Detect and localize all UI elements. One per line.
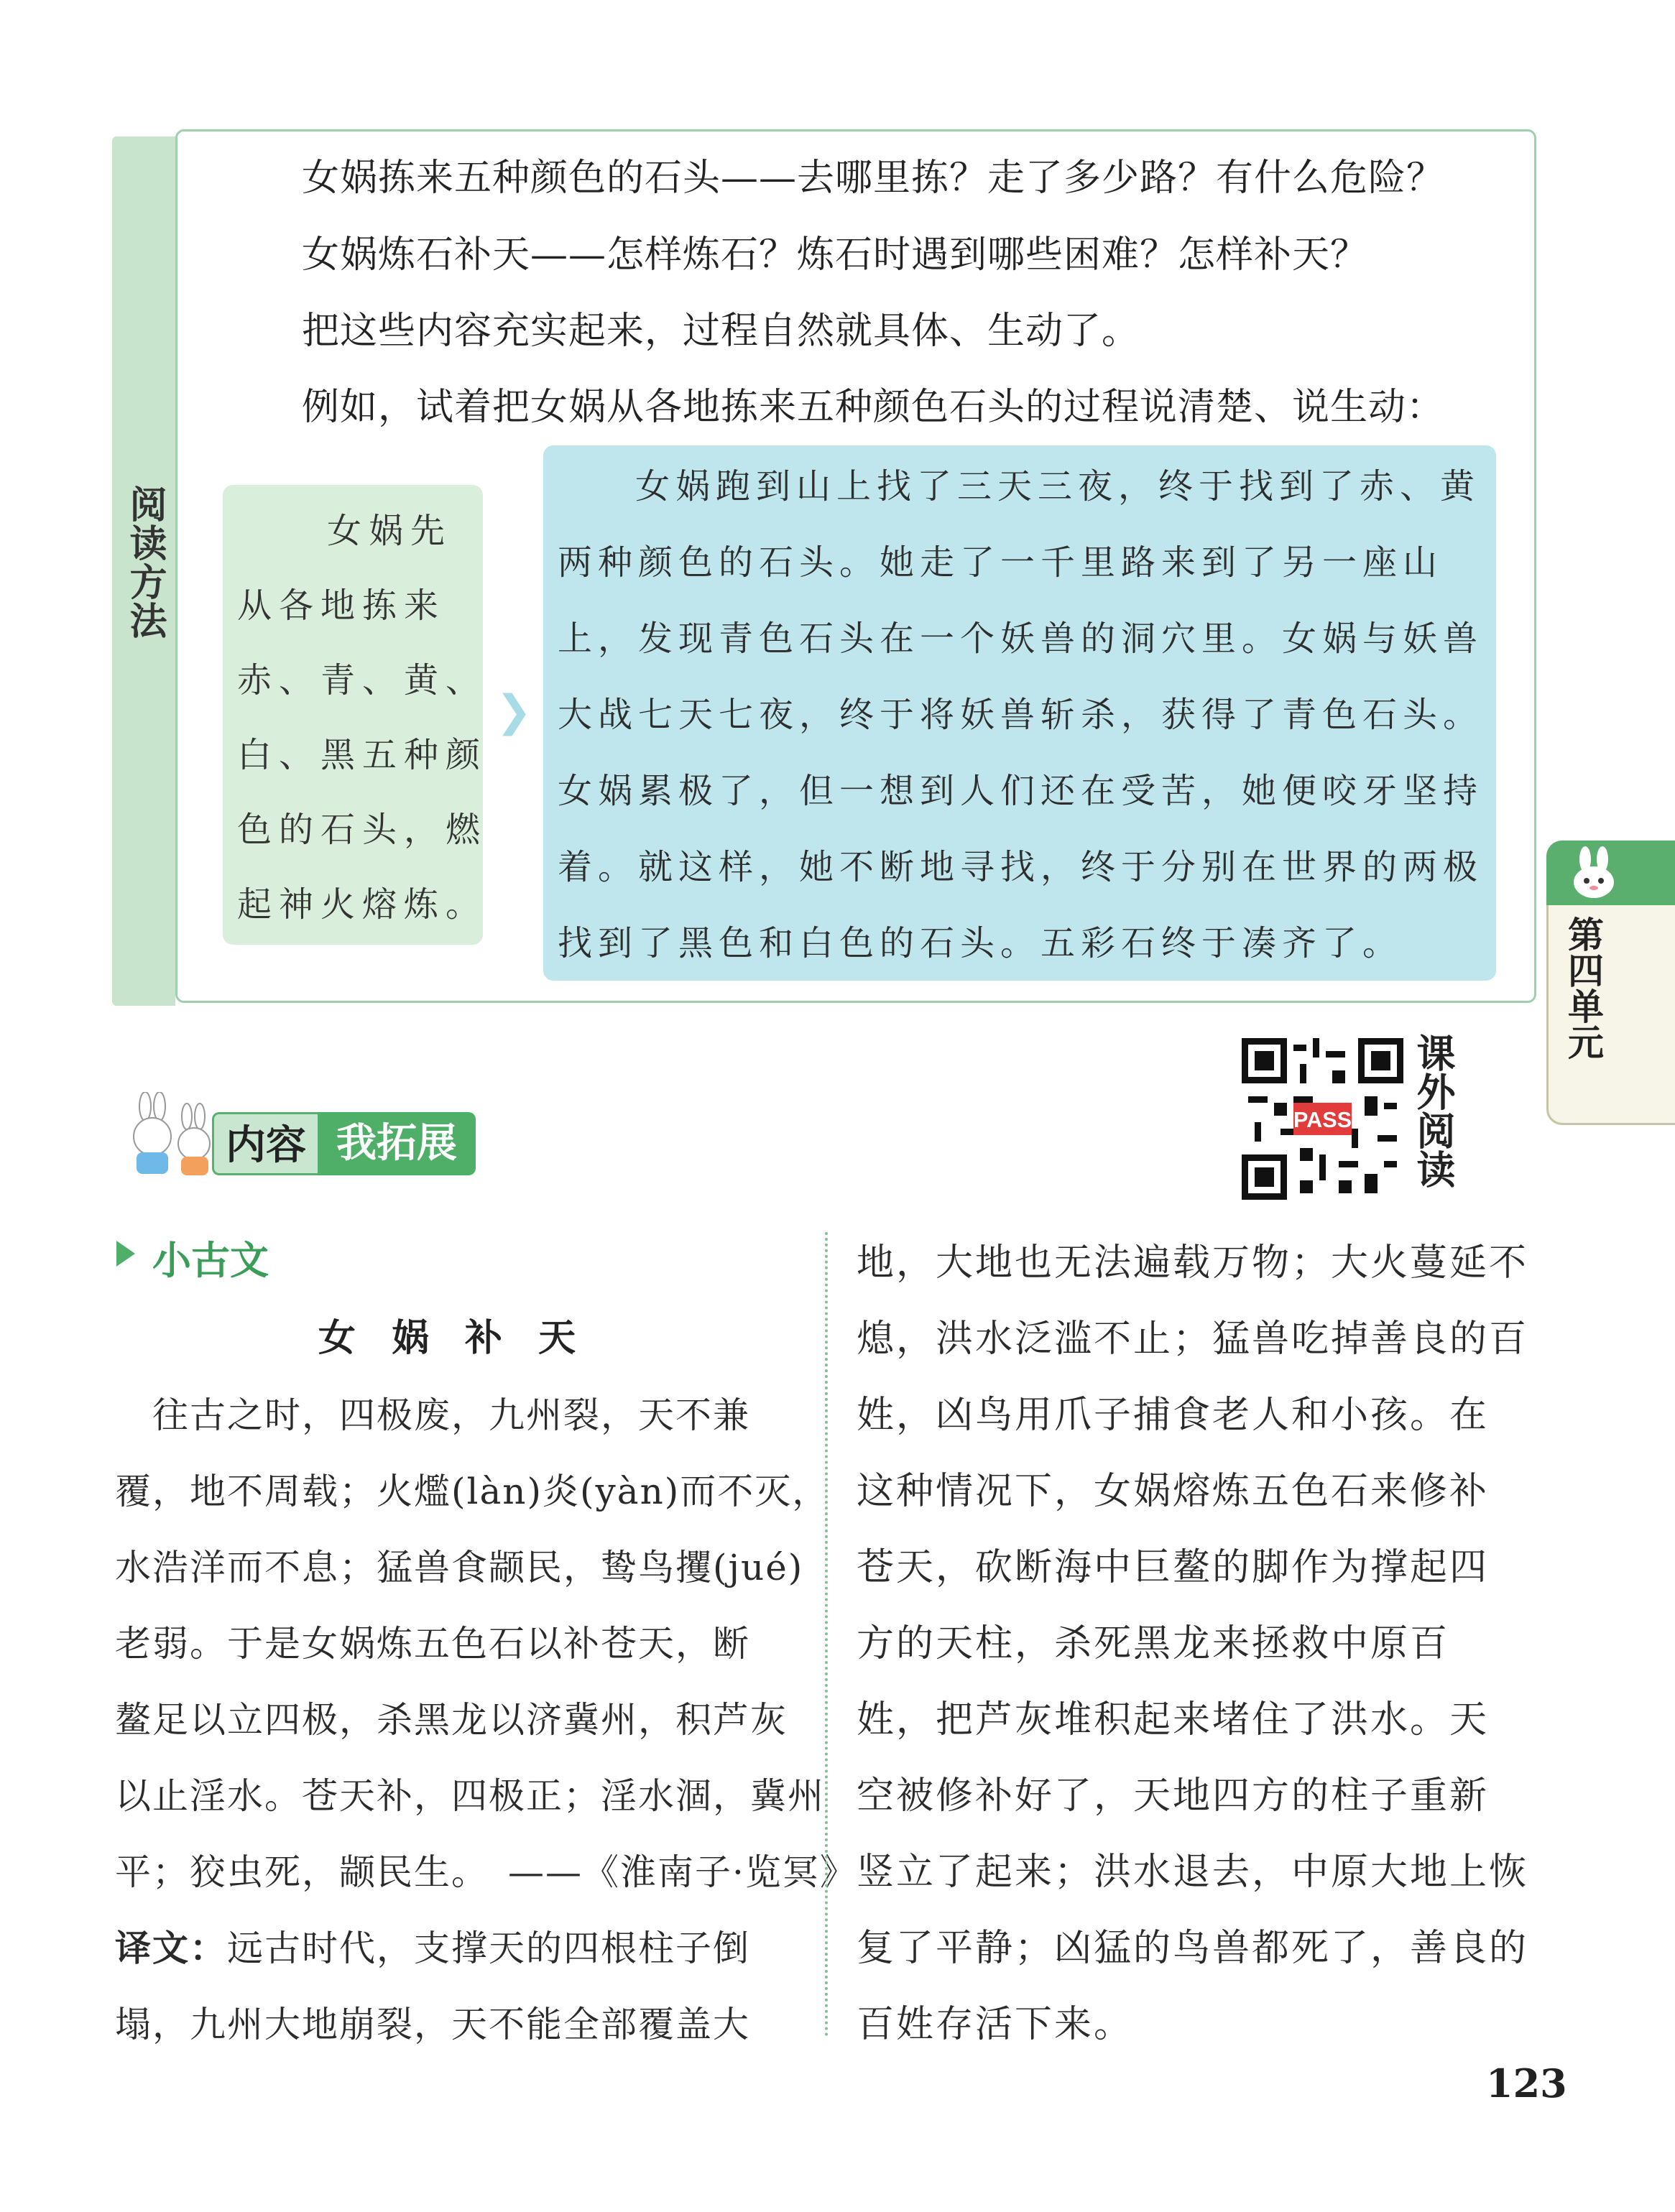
method-line-1: 女娲拣来五种颜色的石头——去哪里拣？走了多少路？有什么危险？ bbox=[302, 157, 1445, 200]
method-line-4: 例如，试着把女娲从各地拣来五种颜色石头的过程说清楚、说生动： bbox=[302, 386, 1445, 429]
bunny-mascot-icon bbox=[115, 1092, 223, 1178]
summary-line-2: 从各地拣来 bbox=[237, 586, 446, 626]
example-line-5: 女娲累极了，但一想到人们还在受苦，她便咬牙坚持 bbox=[558, 771, 1484, 811]
translation-right-line-3: 姓，凶鸟用爪子捕食老人和小孩。在 bbox=[857, 1394, 1490, 1437]
classical-line-7: 平；狡虫死，颛民生。 ——《淮南子·览冥》 bbox=[115, 1851, 857, 1893]
example-line-4: 大战七天七夜，终于将妖兽斩杀，获得了青色石头。 bbox=[558, 695, 1484, 735]
translation-right-line-9: 竖立了起来；洪水退去，中原大地上恢 bbox=[857, 1851, 1529, 1894]
classical-line-6: 以止淫水。苍天补，四极正；淫水涸，冀州 bbox=[115, 1775, 825, 1817]
translation-right-line-11: 百姓存活下来。 bbox=[857, 2003, 1134, 2046]
section-banner bbox=[212, 1112, 476, 1175]
translation-right-line-8: 空被修补好了，天地四方的柱子重新 bbox=[857, 1774, 1490, 1818]
bunny-icon bbox=[1566, 846, 1621, 901]
triangle-marker-icon bbox=[116, 1241, 135, 1267]
unit-tab-label: 第四单元 bbox=[1562, 916, 1604, 1060]
example-line-1: 女娲跑到山上找了三天三夜，终于找到了赤、黄 bbox=[635, 466, 1481, 506]
translation-right-line-4: 这种情况下，女娲熔炼五色石来修补 bbox=[857, 1470, 1490, 1513]
translation-label: 译文： bbox=[115, 1928, 227, 1969]
reading-method-label: 阅读方法 bbox=[123, 485, 166, 640]
translation-right-line-6: 方的天柱，杀死黑龙来拯救中原百 bbox=[857, 1622, 1450, 1665]
page-number: 123 bbox=[1486, 2060, 1567, 2106]
summary-line-5: 色的石头，燃 bbox=[237, 810, 488, 850]
column-divider bbox=[825, 1232, 828, 2037]
classical-line-3: 水浩洋而不息；猛兽食颛民，鸷鸟攫(jué) bbox=[115, 1547, 804, 1588]
qr-code[interactable] bbox=[1242, 1038, 1403, 1200]
example-line-2: 两种颜色的石头。她走了一千里路来到了另一座山 bbox=[558, 542, 1444, 583]
example-line-6: 着。就这样，她不断地寻找，终于分别在世界的两极 bbox=[558, 847, 1484, 887]
example-line-3: 上，发现青色石头在一个妖兽的洞穴里。女娲与妖兽 bbox=[558, 619, 1484, 659]
classical-line-5: 鳌足以立四极，杀黑龙以济冀州，积芦灰 bbox=[115, 1699, 788, 1741]
method-line-3: 把这些内容充实起来，过程自然就具体、生动了。 bbox=[302, 310, 1140, 353]
translation-right-line-1: 地，大地也无法遍载万物；大火蔓延不 bbox=[857, 1241, 1529, 1285]
translation-right-line-7: 姓，把芦灰堆积起来堵住了洪水。天 bbox=[857, 1698, 1490, 1741]
summary-line-3: 赤、青、黄、 bbox=[237, 660, 488, 700]
translation-line-2: 塌，九州大地崩裂，天不能全部覆盖大 bbox=[115, 2004, 750, 2045]
translation-right-line-10: 复了平静；凶猛的鸟兽都死了，善良的 bbox=[857, 1927, 1529, 1970]
summary-line-4: 白、黑五种颜 bbox=[237, 735, 488, 775]
summary-box bbox=[223, 485, 483, 945]
example-line-7: 找到了黑色和白色的石头。五彩石终于凑齐了。 bbox=[558, 923, 1403, 963]
banner-part1: 内容 bbox=[212, 1112, 318, 1175]
summary-line-6: 起神火熔炼。 bbox=[237, 884, 488, 925]
qr-badge: PASS bbox=[1293, 1108, 1352, 1133]
summary-line-1: 女娲先 bbox=[327, 511, 453, 551]
poem-title: 女 娲 补 天 bbox=[318, 1317, 588, 1360]
translation-line-1 bbox=[115, 1920, 750, 1971]
method-line-2: 女娲炼石补天——怎样炼石？炼石时遇到哪些困难？怎样补天？ bbox=[302, 233, 1369, 277]
translation-first: 远古时代，支撑天的四根柱子倒 bbox=[227, 1928, 750, 1969]
translation-right-line-2: 熄，洪水泛滥不止；猛兽吃掉善良的百 bbox=[857, 1318, 1529, 1361]
classical-line-4: 老弱。于是女娲炼五色石以补苍天，断 bbox=[115, 1623, 750, 1665]
classical-line-2: 覆，地不周载；火爁(làn)炎(yàn)而不灭， bbox=[115, 1471, 830, 1512]
chevron-right-icon: ❯ bbox=[496, 686, 532, 736]
subsection-title: 小古文 bbox=[152, 1238, 269, 1283]
classical-line-1: 往古之时，四极废，九州裂，天不兼 bbox=[115, 1394, 750, 1436]
translation-right-line-5: 苍天，砍断海中巨鳌的脚作为撑起四 bbox=[857, 1546, 1490, 1589]
banner-part2: 我拓展 bbox=[318, 1112, 476, 1175]
qr-label: 课外阅读 bbox=[1411, 1033, 1456, 1188]
